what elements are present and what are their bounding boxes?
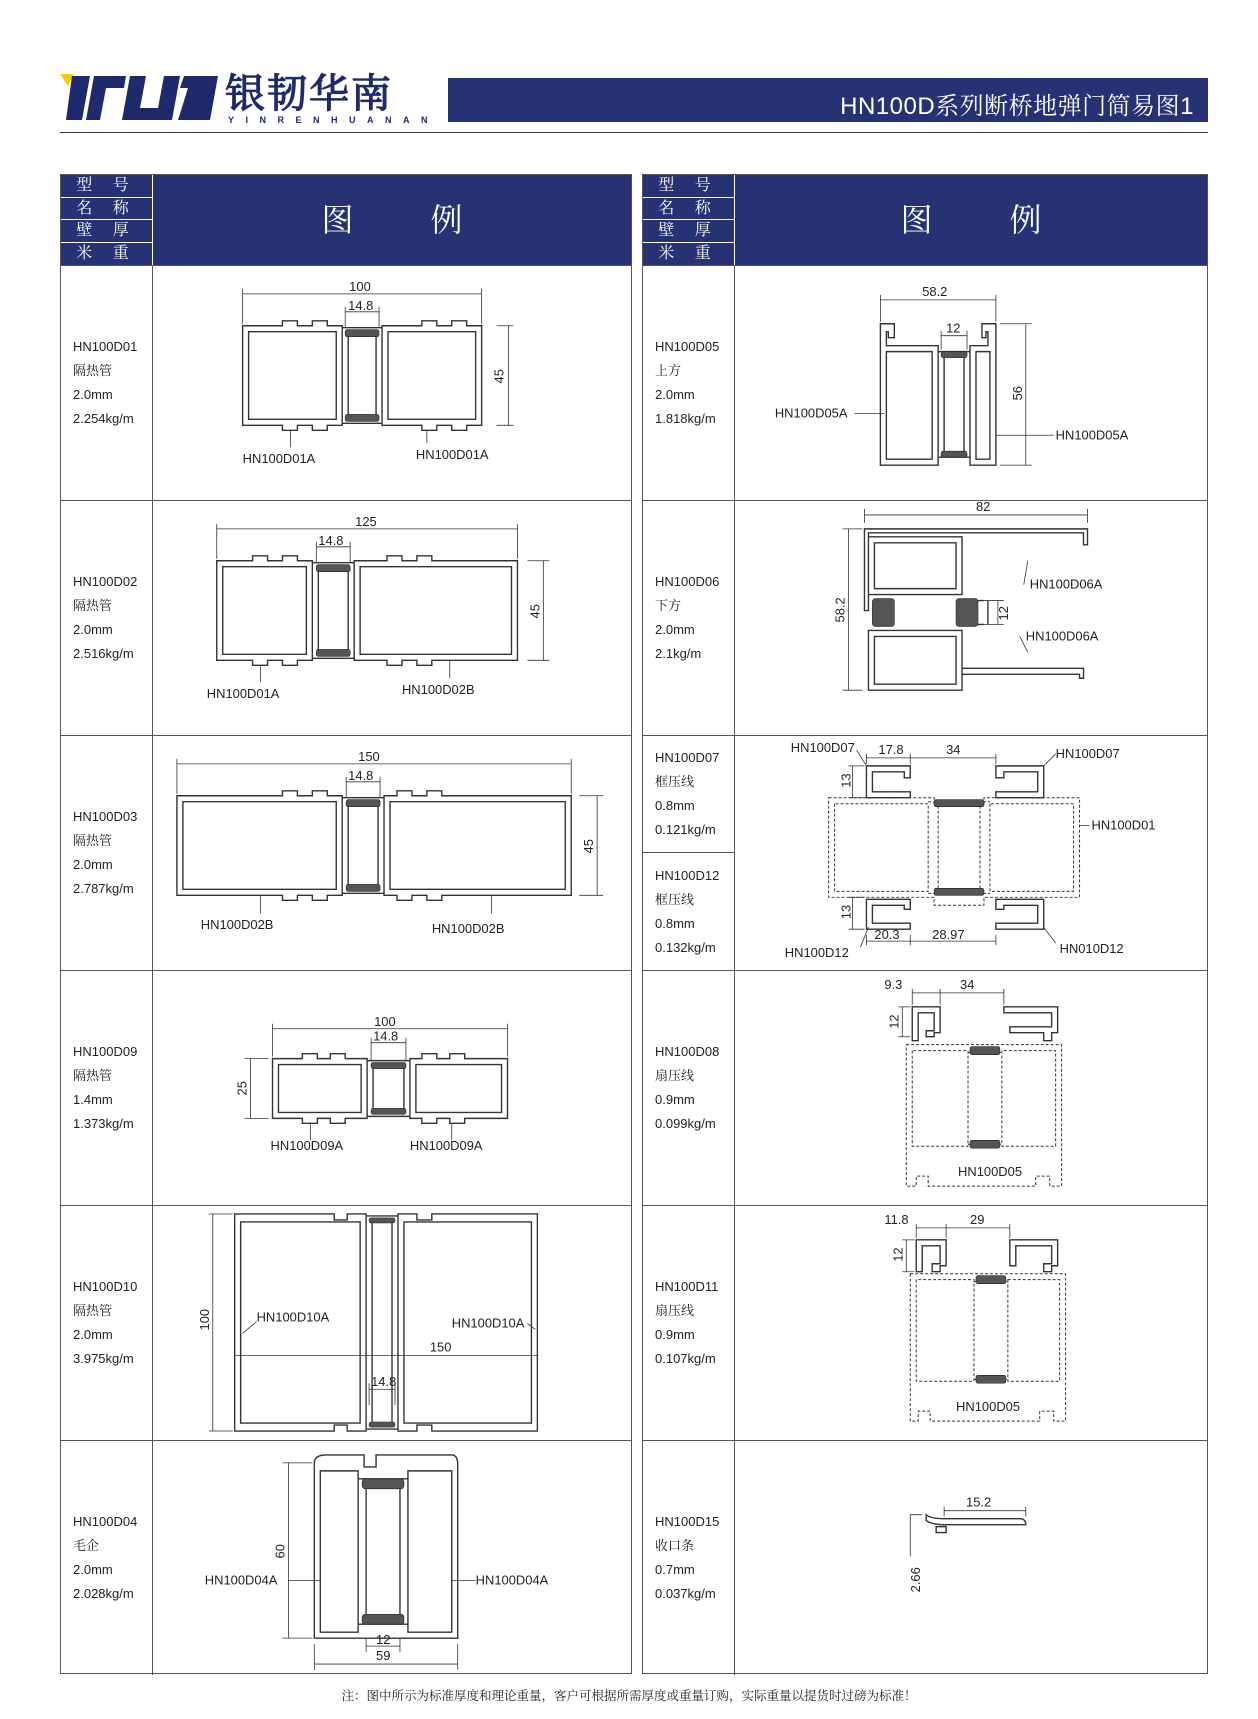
dim-label: 17.8 xyxy=(878,741,904,757)
part-label: HN100D02B xyxy=(401,682,475,698)
table-header xyxy=(61,175,631,265)
profile-drawing xyxy=(153,1206,631,1440)
table-row xyxy=(643,735,1207,970)
dim-label: 34 xyxy=(946,741,961,757)
label-wall: 壁 厚 xyxy=(643,220,734,243)
dim-width: 150 xyxy=(358,748,380,764)
model-code: HN100D12 xyxy=(655,868,720,883)
row-info xyxy=(61,501,153,735)
dim-gap: 14.8 xyxy=(373,1028,399,1044)
header-title: 图 例 xyxy=(321,202,497,238)
dim-gap: 12 xyxy=(376,1632,391,1648)
part-label: HN100D02B xyxy=(200,917,274,933)
part-label: HN100D07 xyxy=(1055,745,1120,761)
unit-weight: 2.516kg/m xyxy=(73,646,134,661)
brand-name-en: YINRENHUANAN xyxy=(228,115,440,125)
unit-weight: 0.099kg/m xyxy=(655,1116,716,1131)
table-row xyxy=(61,735,631,970)
model-code: HN100D10 xyxy=(73,1279,138,1294)
part-label: HN100D04A xyxy=(204,1572,278,1588)
wall-thickness: 2.0mm xyxy=(73,1562,113,1577)
wall-thickness: 2.0mm xyxy=(73,387,113,402)
model-code: HN100D05 xyxy=(655,339,720,354)
label-model: 型 号 xyxy=(61,175,152,198)
dim-width: 125 xyxy=(355,513,377,529)
part-label: HN100D10A xyxy=(256,1309,330,1325)
wall-thickness: 0.8mm xyxy=(655,798,695,813)
wall-thickness: 1.4mm xyxy=(73,1092,113,1107)
model-code: HN100D04 xyxy=(73,1514,138,1529)
table-row xyxy=(61,500,631,735)
wall-thickness: 2.0mm xyxy=(73,1327,113,1342)
profile-drawing xyxy=(735,501,1207,735)
model-code: HN100D02 xyxy=(73,574,138,589)
row-info xyxy=(643,266,735,500)
item-name: 扇压线 xyxy=(655,1068,695,1083)
item-name: 下方 xyxy=(655,598,682,613)
dim-height: 60 xyxy=(272,1544,288,1559)
dim-width: 100 xyxy=(349,278,371,294)
item-name: 隔热管 xyxy=(73,598,113,613)
header-title: 图 例 xyxy=(900,202,1076,238)
dim-gap: 12 xyxy=(946,320,961,336)
dim-label: 28.97 xyxy=(932,927,965,943)
part-label: HN100D06A xyxy=(1029,576,1103,592)
table-row xyxy=(61,1440,631,1675)
wall-thickness: 0.7mm xyxy=(655,1562,695,1577)
table-row xyxy=(643,500,1207,735)
part-label: HN100D01A xyxy=(415,447,489,463)
dim-label: 11.8 xyxy=(884,1211,909,1227)
page-title-bar xyxy=(448,78,1208,122)
part-label: HN100D07 xyxy=(790,739,855,755)
model-code: HN100D11 xyxy=(655,1279,719,1294)
header-labels xyxy=(61,175,153,265)
unit-weight: 2.254kg/m xyxy=(73,411,134,426)
dim-width: 82 xyxy=(975,501,991,514)
dim-label: 12 xyxy=(890,1247,906,1262)
unit-weight: 0.037kg/m xyxy=(655,1586,716,1601)
dim-label: 13 xyxy=(838,773,854,788)
model-code: HN100D08 xyxy=(655,1044,720,1059)
dim-label: 12 xyxy=(886,1014,902,1029)
profile-drawing xyxy=(153,736,631,970)
wall-thickness: 2.0mm xyxy=(655,387,695,402)
table-row xyxy=(61,970,631,1205)
wall-thickness: 0.8mm xyxy=(655,916,695,931)
dim-gap: 14.8 xyxy=(348,767,374,783)
catalog-panel-left xyxy=(60,174,632,1674)
item-name: 隔热管 xyxy=(73,833,113,848)
profile-drawing xyxy=(735,971,1207,1205)
item-name: 隔热管 xyxy=(73,1068,113,1083)
row-info xyxy=(643,1206,735,1440)
part-label: HN100D12 xyxy=(784,945,849,961)
label-model: 型 号 xyxy=(643,175,734,198)
wall-thickness: 0.9mm xyxy=(655,1327,695,1342)
row-info xyxy=(61,736,153,970)
dim-height: 45 xyxy=(581,839,597,854)
dim-height: 45 xyxy=(527,604,543,619)
dim-gap: 14.8 xyxy=(348,297,374,313)
dim-width: 59 xyxy=(376,1648,391,1664)
profile-drawing xyxy=(735,1441,1207,1675)
dim-width: 100 xyxy=(374,1013,396,1029)
profile-drawing xyxy=(153,971,631,1205)
item-name: 毛企 xyxy=(73,1538,100,1553)
table-row xyxy=(61,1205,631,1440)
part-label: HN100D05 xyxy=(958,1164,1023,1180)
part-label: HN100D09A xyxy=(270,1138,344,1154)
row-info xyxy=(643,971,735,1205)
dim-label: 15.2 xyxy=(966,1494,992,1510)
profile-drawing xyxy=(153,501,631,735)
part-label: HN100D05A xyxy=(1055,427,1129,443)
dim-label: 2.66 xyxy=(908,1567,924,1593)
unit-weight: 2.787kg/m xyxy=(73,881,134,896)
model-code: HN100D09 xyxy=(73,1044,138,1059)
wall-thickness: 0.9mm xyxy=(655,1092,695,1107)
unit-weight: 0.121kg/m xyxy=(655,822,716,837)
table-row xyxy=(643,1205,1207,1440)
part-label: HN100D05 xyxy=(956,1399,1021,1415)
wall-thickness: 2.0mm xyxy=(73,857,113,872)
brand-name: 银韧华南 xyxy=(225,72,393,116)
profile-drawing xyxy=(735,736,1207,970)
row-info xyxy=(643,736,735,853)
part-label: HN100D09A xyxy=(409,1138,483,1154)
dim-width: 150 xyxy=(429,1339,452,1355)
item-name: 上方 xyxy=(655,363,682,378)
row-info xyxy=(643,501,735,735)
label-weight: 米 重 xyxy=(76,244,137,262)
part-label: HN100D02B xyxy=(431,921,505,937)
unit-weight: 1.373kg/m xyxy=(73,1116,134,1131)
model-code: HN100D15 xyxy=(655,1514,720,1529)
dim-gap: 14.8 xyxy=(318,532,344,548)
label-wall: 壁 厚 xyxy=(61,220,152,243)
dim-label: 29 xyxy=(970,1211,985,1227)
model-code: HN100D03 xyxy=(73,809,138,824)
dim-label: 34 xyxy=(960,976,975,992)
profile-drawing xyxy=(153,266,631,500)
dim-label: 9.3 xyxy=(884,976,903,992)
unit-weight: 0.132kg/m xyxy=(655,940,716,955)
table-row xyxy=(643,1440,1207,1675)
unit-weight: 3.975kg/m xyxy=(73,1351,134,1366)
profile-drawing xyxy=(153,1441,631,1675)
part-label: HN100D10A xyxy=(451,1315,525,1331)
wall-thickness: 2.0mm xyxy=(655,622,695,637)
header-divider xyxy=(60,132,1208,133)
unit-weight: 1.818kg/m xyxy=(655,411,716,426)
item-name: 隔热管 xyxy=(73,1303,113,1318)
item-name: 框压线 xyxy=(655,892,695,907)
table-row xyxy=(61,265,631,500)
page-title: HN100D系列断桥地弹门简易图1 xyxy=(840,93,1194,120)
model-code: HN100D06 xyxy=(655,574,720,589)
item-name: 框压线 xyxy=(655,774,695,789)
table-row xyxy=(643,265,1207,500)
part-label: HN100D06A xyxy=(1025,628,1099,644)
unit-weight: 0.107kg/m xyxy=(655,1351,716,1366)
wall-thickness: 2.0mm xyxy=(73,622,113,637)
row-info xyxy=(643,1441,735,1675)
dim-gap: 14.8 xyxy=(371,1374,397,1390)
part-label: HN100D04A xyxy=(475,1572,549,1588)
dim-label: 13 xyxy=(838,904,854,920)
label-name: 名 称 xyxy=(61,198,152,221)
model-code: HN100D07 xyxy=(655,750,720,765)
dim-width: 58.2 xyxy=(922,283,948,299)
dim-height: 56 xyxy=(1009,386,1025,401)
label-weight: 米 重 xyxy=(658,244,719,262)
row-info xyxy=(61,971,153,1205)
dim-height: 100 xyxy=(196,1308,212,1331)
row-info xyxy=(61,1441,153,1675)
item-name: 隔热管 xyxy=(73,363,113,378)
part-label: HN100D01 xyxy=(1091,817,1156,833)
row-info xyxy=(61,1206,153,1440)
label-name: 名 称 xyxy=(643,198,734,221)
row-info xyxy=(643,853,735,971)
brand-logo xyxy=(60,74,440,124)
part-label: HN010D12 xyxy=(1059,941,1124,957)
part-label: HN100D01A xyxy=(242,451,316,467)
unit-weight: 2.028kg/m xyxy=(73,1586,134,1601)
footer-note: 注：图中所示为标准厚度和理论重量，客户可根据所需厚度或重量订购，实际重量以提货时过磅为标准！ xyxy=(341,1689,917,1703)
dim-label: 20.3 xyxy=(874,927,900,943)
model-code: HN100D01 xyxy=(73,339,138,354)
table-header xyxy=(643,175,1207,265)
item-name: 扇压线 xyxy=(655,1303,695,1318)
header-labels xyxy=(643,175,735,265)
dim-height: 45 xyxy=(491,369,507,384)
profile-drawing xyxy=(735,266,1207,500)
unit-weight: 2.1kg/m xyxy=(655,646,702,661)
row-info xyxy=(61,266,153,500)
profile-drawing xyxy=(735,1206,1207,1440)
table-row xyxy=(643,970,1207,1205)
dim-gap: 12 xyxy=(995,606,1011,621)
item-name: 收口条 xyxy=(655,1538,695,1553)
logo-mark-icon xyxy=(60,74,220,122)
part-label: HN100D01A xyxy=(206,686,280,702)
dim-height: 58.2 xyxy=(832,597,848,623)
dim-height: 25 xyxy=(234,1081,250,1096)
part-label: HN100D05A xyxy=(774,405,848,421)
catalog-panel-right xyxy=(642,174,1208,1674)
